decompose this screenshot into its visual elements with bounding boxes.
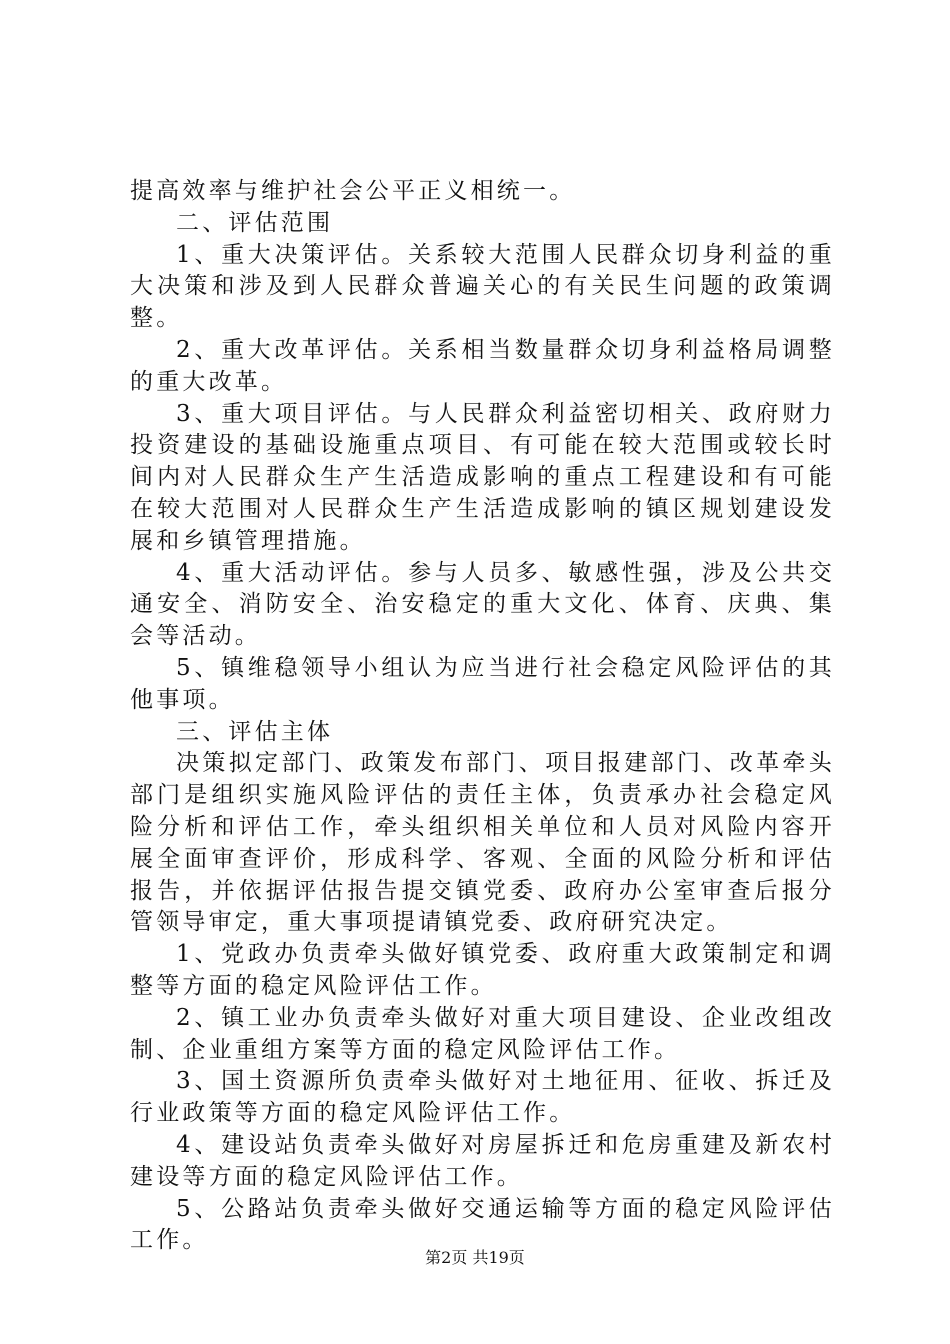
paragraph: 4、建设站负责牵头做好对房屋拆迁和危房重建及新农村建设等方面的稳定风险评估工作。 bbox=[130, 1131, 835, 1190]
page-number: 第2页 共19页 bbox=[425, 1248, 525, 1267]
paragraph: 2、镇工业办负责牵头做好对重大项目建设、企业改组改制、企业重组方案等方面的稳定风险评估工作。 bbox=[130, 1004, 835, 1063]
paragraph: 决策拟定部门、政策发布部门、项目报建部门、改革牵头部门是组织实施风险评估的责任主体，负责承办社会稳定风险分析和评估工作，牵头组织相关单位和人员对风险内容开展全面审查评价，形成科学、客观、全面的风险分析和评估报告，并依据评估报告提交镇党委、政府办公室审查后报分管领导审定，重大事项提请镇党委、政府研究决定。 bbox=[130, 750, 835, 936]
paragraph: 3、国土资源所负责牵头做好对土地征用、征收、拆迁及行业政策等方面的稳定风险评估工作。 bbox=[130, 1068, 835, 1127]
body-text bbox=[130, 176, 835, 1257]
paragraph: 5、公路站负责牵头做好交通运输等方面的稳定风险评估工作。 bbox=[130, 1195, 835, 1254]
paragraph: 2、重大改革评估。关系相当数量群众切身利益格局调整的重大改革。 bbox=[130, 336, 835, 395]
paragraph: 1、党政办负责牵头做好镇党委、政府重大政策制定和调整等方面的稳定风险评估工作。 bbox=[130, 941, 835, 999]
paragraph: 5、镇维稳领导小组认为应当进行社会稳定风险评估的其他事项。 bbox=[130, 654, 835, 713]
section-heading: 二、评估范围 bbox=[176, 209, 334, 236]
paragraph: 提高效率与维护社会公平正义相统一。 bbox=[130, 178, 576, 204]
paragraph: 1、重大决策评估。关系较大范围人民群众切身利益的重大决策和涉及到人民群众普遍关心的有关民生问题的政策调整。 bbox=[130, 241, 835, 332]
paragraph: 4、重大活动评估。参与人员多、敏感性强，涉及公共交通安全、消防安全、治安稳定的重大文化、体育、庆典、集会等活动。 bbox=[130, 559, 835, 650]
section-heading: 三、评估主体 bbox=[176, 718, 334, 745]
paragraph: 3、重大项目评估。与人民群众利益密切相关、政府财力投资建设的基础设施重点项目、有可能在较大范围或较长时间内对人民群众生产生活造成影响的重点工程建设和有可能在较大范围对人民群众生产生活造成影响的镇区规划建设发展和乡镇管理措施。 bbox=[130, 400, 835, 554]
